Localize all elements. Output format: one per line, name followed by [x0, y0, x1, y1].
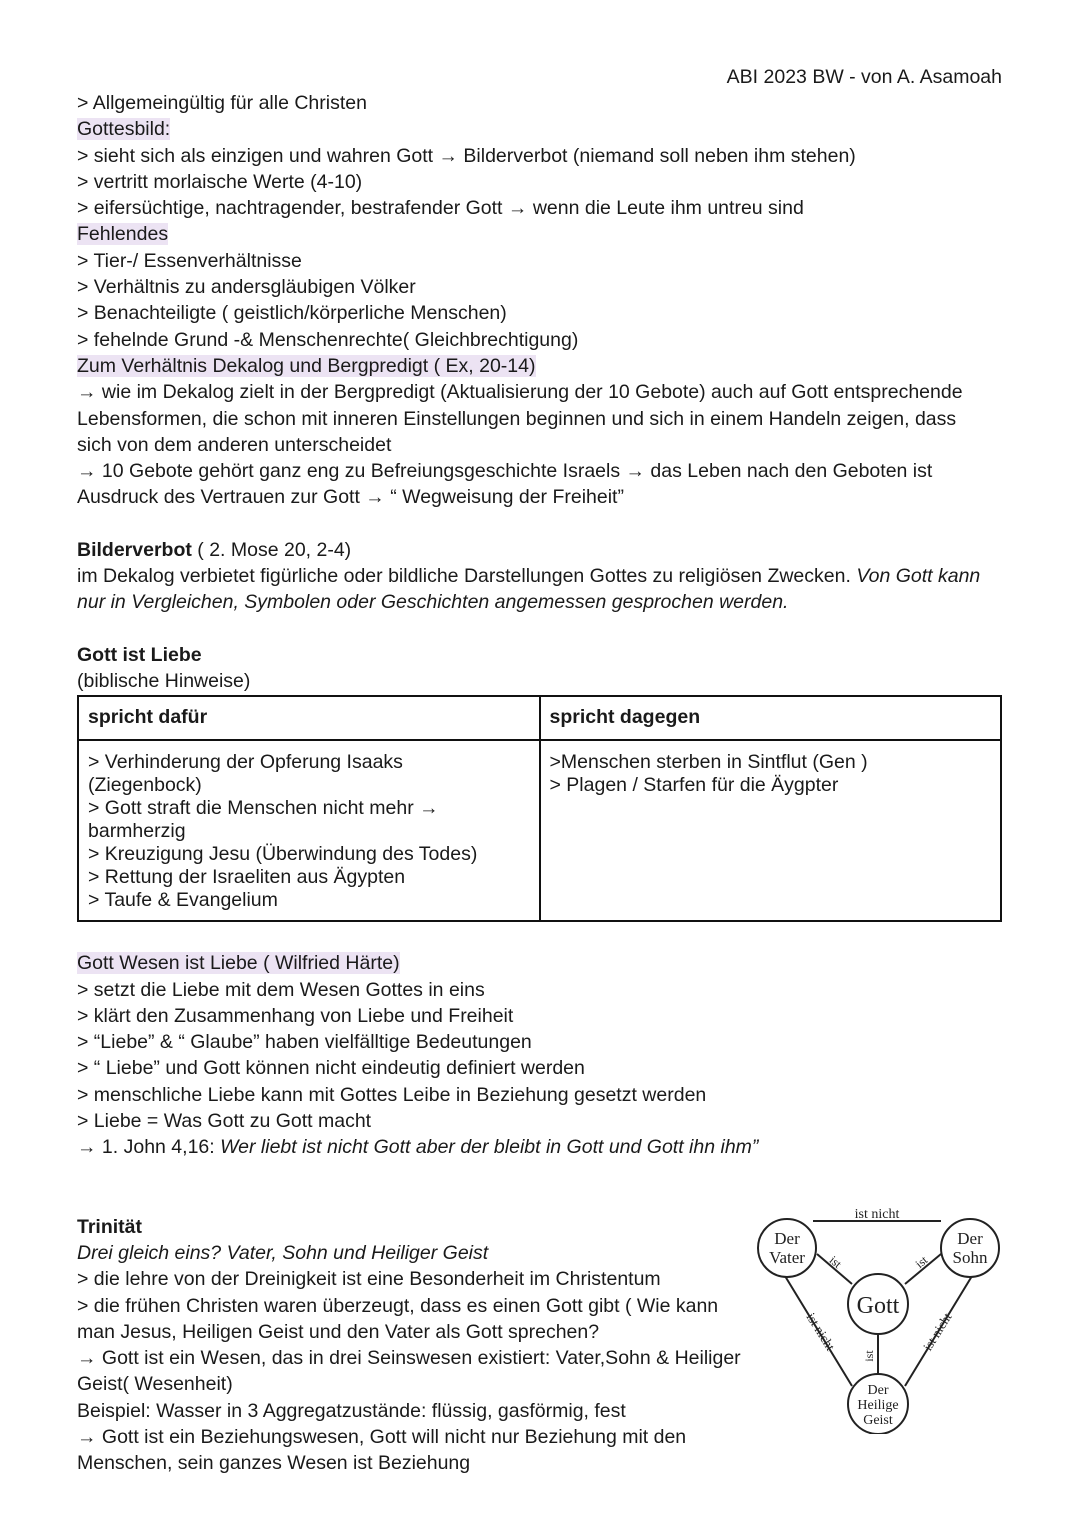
table-header-pro: spricht dafür — [78, 696, 540, 740]
pro-item: > Verhinderung der Opferung Isaaks — [88, 751, 403, 774]
label-geist-3: Geist — [863, 1412, 893, 1428]
table-cell-pro — [78, 740, 540, 921]
label-geist-1: Der — [867, 1382, 889, 1398]
trinitaet-subtitle: Drei gleich eins? Vater, Sohn und Heiliger Geist — [77, 1241, 489, 1264]
section-wesen — [77, 950, 1002, 1160]
pro-item: (Ziegenbock) — [88, 774, 202, 797]
wesen-line: > “Liebe” & “ Glaube” haben vielfälltige Bedeutungen — [77, 1031, 532, 1054]
wesen-line: > setzt die Liebe mit dem Wesen Gottes in eins — [77, 978, 485, 1001]
section-gott-ist-liebe — [77, 642, 1002, 923]
table-cell-contra — [540, 740, 1002, 921]
verhaeltnis-paragraph: → 10 Gebote gehört ganz eng zu Befreiungsgeschichte Israels → das Leben nach den Geboten ist Ausdruck des Vertrauen zur Gott → “ Wegweisung der Freiheit” — [77, 460, 933, 509]
table-header-row — [78, 696, 1001, 740]
pro-item: > Gott straft die Menschen nicht mehr → — [88, 797, 439, 820]
label-sohn-2: Sohn — [952, 1247, 988, 1267]
table-row — [78, 740, 1001, 921]
page-header: ABI 2023 BW - von A. Asamoah — [726, 66, 1002, 88]
fehlendes-line: > fehelnde Grund -& Menschenrechte( Gleichbrechtigung) — [77, 328, 579, 351]
gottesbild-heading: Gottesbild: — [77, 118, 171, 141]
verhaeltnis-paragraph: → wie im Dekalog zielt in der Bergpredigt (Aktualisierung der 10 Gebote) auch auf Gott entsprechende Lebensformen, die schon mit inneren Einstellungen beginnen und sich in einem Handeln zeigen, dass sich von dem anderen unterscheidet — [77, 381, 963, 456]
label-vater-1: Der — [774, 1228, 800, 1248]
gottesbild-line: > vertritt morlaische Werte (4-10) — [77, 170, 363, 193]
wesen-quote: Wer liebt ist nicht Gott aber der bleibt in Gott und Gott ihn ihm” — [220, 1136, 759, 1159]
relation-vater-geist: ist nicht — [803, 1309, 839, 1353]
trinitaet-line: → Gott ist ein Beziehungswesen, Gott will nicht nur Beziehung mit den Menschen, sein ganzes Wesen ist Beziehung — [77, 1425, 687, 1475]
wesen-quote-prefix: → 1. John 4,16: — [77, 1136, 221, 1159]
trinitaet-line: → Gott ist ein Wesen, das in drei Seinswesen existiert: Vater,Sohn & Heiliger Geist( Wesenheit) — [77, 1347, 741, 1396]
wesen-line: > klärt den Zusammenhang von Liebe und Freiheit — [77, 1004, 514, 1027]
fehlendes-heading: Fehlendes — [77, 223, 169, 246]
gottesbild-line: > sieht sich als einzigen und wahren Gott → Bilderverbot (niemand soll neben ihm stehen) — [77, 144, 856, 167]
trinitaet-line: > die frühen Christen waren überzeugt, dass es einen Gott gibt ( Wie kann man Jesus, Heiligen Geist und den Vater als Gott sprechen? — [77, 1294, 719, 1343]
trinitaet-line: > die lehre von der Dreinigkeit ist eine Besonderheit im Christentum — [77, 1268, 661, 1291]
wesen-line: > menschliche Liebe kann mit Gottes Leibe in Beziehung gesetzt werden — [77, 1083, 707, 1106]
label-geist-2: Heilige — [857, 1397, 899, 1413]
fehlendes-line: > Benachteiligte ( geistlich/körperliche Menschen) — [77, 302, 507, 325]
gottesbild-line: > eifersüchtige, nachtragender, bestrafender Gott → wenn die Leute ihm untreu sind — [77, 197, 804, 220]
section-fehlendes — [77, 221, 1002, 352]
fehlendes-line: > Verhältnis zu andersgläubigen Völker — [77, 276, 416, 299]
bilderverbot-heading: Bilderverbot — [77, 538, 192, 561]
label-vater-2: Vater — [769, 1247, 805, 1267]
section-verhaeltnis — [77, 353, 1002, 511]
liebe-subheading: (biblische Hinweise) — [77, 669, 251, 692]
section-trinitaet — [77, 1206, 1002, 1477]
relation-sohn-geist: ist nicht — [919, 1309, 955, 1353]
document-body — [77, 62, 1002, 1477]
contra-item: >Menschen sterben in Sintflut (Gen ) — [549, 751, 868, 774]
relation-geist-gott: ist — [862, 1349, 876, 1362]
label-sohn-1: Der — [957, 1228, 983, 1248]
wesen-line: > Liebe = Was Gott zu Gott macht — [77, 1110, 372, 1133]
pro-item: > Rettung der Israeliten aus Ägypten — [88, 866, 406, 889]
wesen-heading: Gott Wesen ist Liebe ( Wilfried Härte) — [77, 952, 400, 975]
liebe-table — [77, 695, 1002, 922]
relation-vater-gott: ist — [826, 1252, 845, 1271]
intro-line: > Allgemeingültig für alle Christen — [77, 92, 367, 114]
liebe-heading: Gott ist Liebe — [77, 643, 202, 666]
contra-item: > Plagen / Starfen für die Äygpter — [549, 774, 839, 797]
trinitaet-heading: Trinität — [77, 1215, 143, 1238]
relation-sohn-gott: ist — [912, 1252, 931, 1271]
shield-of-trinity-diagram — [757, 1206, 1007, 1434]
pro-item: > Kreuzigung Jesu (Überwindung des Todes) — [88, 843, 478, 866]
relation-vater-sohn: ist nicht — [854, 1206, 900, 1222]
label-gott: Gott — [856, 1292, 900, 1319]
section-gottesbild — [77, 116, 1002, 221]
bilderverbot-italic-text: Von Gott kann nur in Vergleichen, Symbolen oder Geschichten angemessen gesprochen werden. — [77, 565, 981, 614]
wesen-line: > “ Liebe” und Gott können nicht eindeutig definiert werden — [77, 1057, 585, 1080]
bilderverbot-text: im Dekalog verbietet figürliche oder bildliche Darstellungen Gottes zu religiösen Zwecken. — [77, 565, 857, 588]
bilderverbot-reference: ( 2. Mose 20, 2-4) — [191, 538, 352, 561]
verhaeltnis-heading: Zum Verhältnis Dekalog und Bergpredigt ( Ex, 20-14) — [77, 354, 536, 377]
trinitaet-line: Beispiel: Wasser in 3 Aggregatzustände: flüssig, gasförmig, fest — [77, 1399, 626, 1422]
pro-item: > Taufe & Evangelium — [88, 889, 278, 912]
table-header-contra: spricht dagegen — [540, 696, 1002, 740]
pro-item: barmherzig — [88, 820, 186, 843]
section-bilderverbot — [77, 537, 1002, 616]
fehlendes-line: > Tier-/ Essenverhältnisse — [77, 249, 302, 272]
